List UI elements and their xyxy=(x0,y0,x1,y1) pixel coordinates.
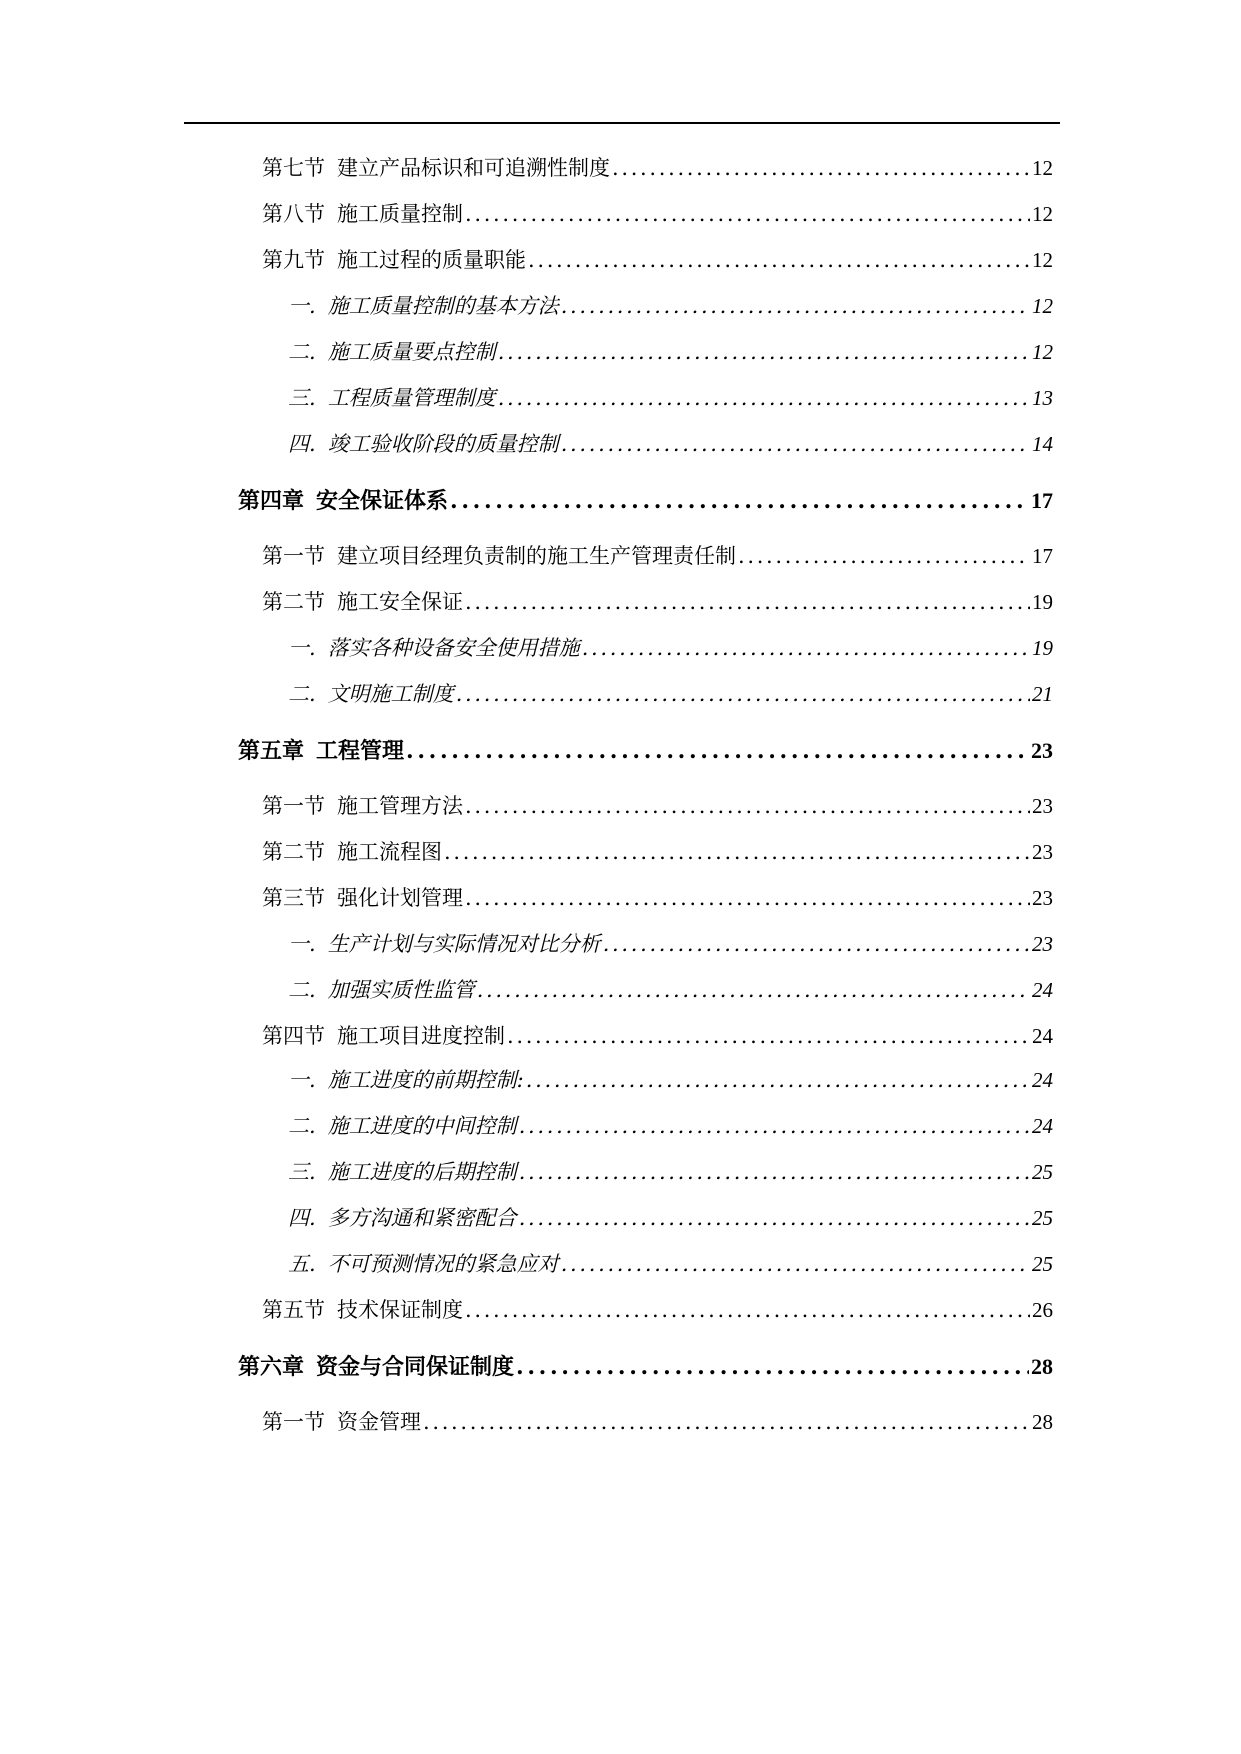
toc-entry-sub[interactable] xyxy=(288,336,1053,366)
toc-entry-page-number: 21 xyxy=(1032,682,1053,706)
toc-entry-section[interactable] xyxy=(262,586,1053,616)
toc-entry-label: 一. xyxy=(288,1068,316,1092)
toc-entry-page-number: 24 xyxy=(1032,1024,1053,1048)
toc-entry-page-number: 28 xyxy=(1031,1354,1053,1379)
dot-leader xyxy=(450,488,1029,514)
toc-entry-page-number: 19 xyxy=(1032,590,1053,614)
toc-entry-label: 第二节 xyxy=(262,590,325,614)
dot-leader xyxy=(612,156,1030,180)
toc-entry-title: 工程管理 xyxy=(316,738,405,764)
toc-entry-title: 施工过程的质量职能 xyxy=(337,248,526,272)
toc-entry-page-number: 24 xyxy=(1032,1114,1053,1138)
toc-entry-title: 施工质量控制 xyxy=(337,202,463,226)
dot-leader xyxy=(582,636,1030,660)
toc-entry-title: 施工进度的中间控制 xyxy=(327,1114,517,1138)
toc-entry-page-number: 12 xyxy=(1032,248,1053,272)
dot-leader xyxy=(465,794,1030,818)
toc-entry-sub[interactable] xyxy=(288,632,1053,662)
toc-entry-title: 建立产品标识和可追溯性制度 xyxy=(337,156,610,180)
toc-entry-page-number: 23 xyxy=(1032,840,1053,864)
toc-entry-label: 四. xyxy=(288,432,316,456)
toc-entry-title: 技术保证制度 xyxy=(337,1298,463,1322)
toc-entry-sub[interactable] xyxy=(288,1110,1053,1140)
toc-entry-sub[interactable] xyxy=(288,1064,1053,1094)
toc-entry-label: 二. xyxy=(288,978,316,1002)
toc-entry-label: 第二节 xyxy=(262,840,325,864)
dot-leader xyxy=(423,1410,1030,1434)
toc-entry-page-number: 12 xyxy=(1032,202,1053,226)
toc-entry-label: 第九节 xyxy=(262,248,325,272)
toc-entry-title: 施工项目进度控制 xyxy=(337,1024,505,1048)
toc-entry-title: 生产计划与实际情况对比分析 xyxy=(327,932,601,956)
toc-entry-section[interactable] xyxy=(262,1294,1053,1324)
toc-entry-label: 第八节 xyxy=(262,202,325,226)
toc-entry-section[interactable] xyxy=(262,882,1053,912)
toc-entry-label: 第四节 xyxy=(262,1024,325,1048)
toc-entry-title: 落实各种设备安全使用措施 xyxy=(327,636,580,660)
toc-entry-page-number: 14 xyxy=(1032,432,1053,456)
toc-entry-page-number: 23 xyxy=(1032,886,1053,910)
toc-entry-page-number: 23 xyxy=(1031,738,1053,763)
toc-entry-page-number: 12 xyxy=(1032,340,1053,364)
toc-entry-sub[interactable] xyxy=(288,1248,1053,1278)
dot-leader xyxy=(519,1160,1030,1184)
toc-entry-title: 竣工验收阶段的质量控制 xyxy=(327,432,559,456)
dot-leader xyxy=(465,590,1030,614)
toc-entry-page-number: 12 xyxy=(1032,156,1053,180)
toc-entry-page-number: 25 xyxy=(1032,1206,1053,1230)
toc-entry-title: 施工安全保证 xyxy=(337,590,463,614)
toc-entry-title: 资金管理 xyxy=(337,1410,421,1434)
toc-entry-page-number: 28 xyxy=(1032,1410,1053,1434)
toc-entry-section[interactable] xyxy=(262,540,1053,570)
dot-leader xyxy=(477,978,1030,1002)
toc-entry-label: 第五章 xyxy=(238,738,305,764)
dot-leader xyxy=(603,932,1030,956)
toc-entry-chapter[interactable] xyxy=(238,484,1053,515)
toc-entry-label: 一. xyxy=(288,294,316,318)
toc-entry-sub[interactable] xyxy=(288,928,1053,958)
toc-entry-page-number: 24 xyxy=(1032,1068,1053,1092)
toc-entry-title: 强化计划管理 xyxy=(337,886,463,910)
dot-leader xyxy=(528,248,1030,272)
toc-entry-title: 施工进度的前期控制: xyxy=(327,1068,524,1092)
toc-entry-label: 一. xyxy=(288,932,316,956)
toc-entry-page-number: 25 xyxy=(1032,1160,1053,1184)
dot-leader xyxy=(498,340,1030,364)
toc-entry-label: 二. xyxy=(288,340,316,364)
dot-leader xyxy=(526,1068,1030,1092)
toc-entry-section[interactable] xyxy=(262,244,1053,274)
toc-entry-label: 第六章 xyxy=(238,1354,305,1380)
dot-leader xyxy=(456,682,1030,706)
toc-entry-title: 施工质量要点控制 xyxy=(327,340,496,364)
dot-leader xyxy=(516,1354,1029,1380)
dot-leader xyxy=(561,432,1030,456)
toc-entry-label: 第七节 xyxy=(262,156,325,180)
toc-entry-section[interactable] xyxy=(262,790,1053,820)
toc-entry-page-number: 24 xyxy=(1032,978,1053,1002)
toc-entry-sub[interactable] xyxy=(288,290,1053,320)
toc-entry-title: 施工管理方法 xyxy=(337,794,463,818)
toc-entry-label: 第三节 xyxy=(262,886,325,910)
toc-entry-title: 不可预测情况的紧急应对 xyxy=(327,1252,559,1276)
toc-entry-page-number: 19 xyxy=(1032,636,1053,660)
toc-entry-label: 第一节 xyxy=(262,1410,325,1434)
toc-entry-label: 一. xyxy=(288,636,316,660)
dot-leader xyxy=(465,886,1030,910)
toc-entry-page-number: 26 xyxy=(1032,1298,1053,1322)
toc-entry-title: 施工流程图 xyxy=(337,840,442,864)
toc-entry-page-number: 17 xyxy=(1032,544,1053,568)
toc-entry-section[interactable] xyxy=(262,152,1053,182)
toc-entry-title: 文明施工制度 xyxy=(327,682,454,706)
toc-entry-label: 四. xyxy=(288,1206,316,1230)
dot-leader xyxy=(519,1114,1030,1138)
toc-entry-sub[interactable] xyxy=(288,428,1053,458)
toc-entry-title: 安全保证体系 xyxy=(316,488,449,514)
toc-entry-page-number: 13 xyxy=(1032,386,1053,410)
dot-leader xyxy=(406,738,1029,764)
dot-leader xyxy=(561,1252,1030,1276)
toc-entry-sub[interactable] xyxy=(288,974,1053,1004)
toc-entry-chapter[interactable] xyxy=(238,734,1053,765)
toc-entry-sub[interactable] xyxy=(288,1202,1053,1232)
toc-entry-title: 资金与合同保证制度 xyxy=(316,1354,515,1380)
toc-entry-title: 建立项目经理负责制的施工生产管理责任制 xyxy=(337,544,736,568)
toc-entry-title: 多方沟通和紧密配合 xyxy=(327,1206,517,1230)
dot-leader xyxy=(465,1298,1030,1322)
toc-entry-page-number: 23 xyxy=(1032,932,1053,956)
toc-entry-page-number: 17 xyxy=(1031,488,1053,513)
toc-entry-label: 第一节 xyxy=(262,794,325,818)
toc-entry-label: 二. xyxy=(288,682,316,706)
toc-entry-section[interactable] xyxy=(262,198,1053,228)
header-rule xyxy=(184,122,1060,124)
toc-entry-page-number: 23 xyxy=(1032,794,1053,818)
toc-entry-title: 施工进度的后期控制 xyxy=(327,1160,517,1184)
dot-leader xyxy=(519,1206,1030,1230)
toc-entry-title: 施工质量控制的基本方法 xyxy=(327,294,559,318)
toc-entry-section[interactable] xyxy=(262,836,1053,866)
dot-leader xyxy=(444,840,1030,864)
toc-entry-sub[interactable] xyxy=(288,678,1053,708)
toc-entry-sub[interactable] xyxy=(288,382,1053,412)
toc-entry-label: 第一节 xyxy=(262,544,325,568)
toc-entry-label: 三. xyxy=(288,386,316,410)
toc-entry-label: 二. xyxy=(288,1114,316,1138)
dot-leader xyxy=(498,386,1030,410)
toc-entry-label: 五. xyxy=(288,1252,316,1276)
toc-entry-title: 加强实质性监管 xyxy=(327,978,475,1002)
toc-entry-label: 第四章 xyxy=(238,488,305,514)
toc-entry-section[interactable] xyxy=(262,1406,1053,1436)
toc-entry-sub[interactable] xyxy=(288,1156,1053,1186)
toc-entry-title: 工程质量管理制度 xyxy=(327,386,496,410)
toc-entry-page-number: 25 xyxy=(1032,1252,1053,1276)
toc-entry-label: 第五节 xyxy=(262,1298,325,1322)
dot-leader xyxy=(465,202,1030,226)
dot-leader xyxy=(561,294,1030,318)
toc-entry-section[interactable] xyxy=(262,1020,1053,1050)
toc-entry-page-number: 12 xyxy=(1032,294,1053,318)
toc-entry-label: 三. xyxy=(288,1160,316,1184)
toc-entry-chapter[interactable] xyxy=(238,1350,1053,1381)
dot-leader xyxy=(738,544,1030,568)
dot-leader xyxy=(507,1024,1030,1048)
